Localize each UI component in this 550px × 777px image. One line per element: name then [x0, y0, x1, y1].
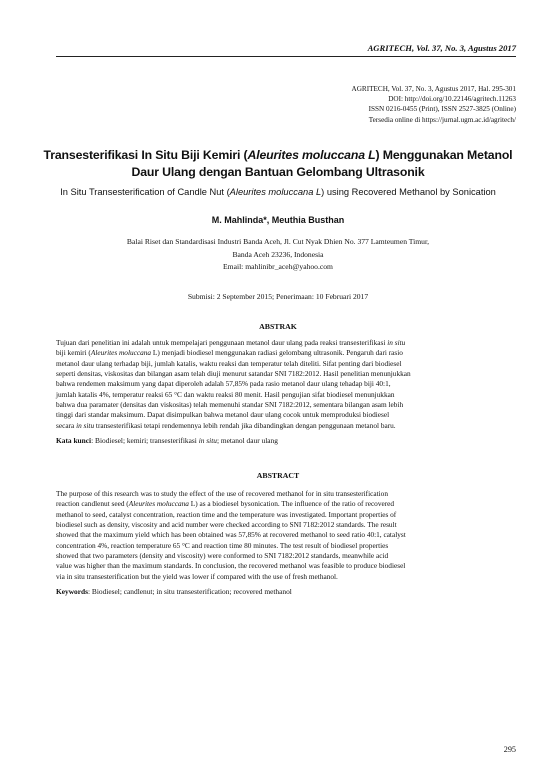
abstrak-body	[56, 338, 516, 431]
subtitle-part2: ) using Recovered Methanol by Sonication	[321, 187, 496, 197]
line-italic: Aleurites moluccana	[90, 348, 152, 358]
line-text: The purpose of this research was to study the effect of the use of recovered methanol for in situ transesterification	[56, 489, 388, 498]
subtitle-part1: In Situ Transesterification of Candle Nut (	[60, 187, 230, 197]
abstract-line	[56, 520, 516, 530]
journal-doi: DOI: http://doi.org/10.22146/agritech.11263	[388, 95, 516, 104]
line-italic: in situ	[76, 420, 95, 430]
title-part1: Transesterifikasi In Situ Biji Kemiri (	[43, 148, 248, 162]
abstract-line	[56, 400, 516, 410]
abstract-line	[56, 369, 516, 379]
abstract-line	[56, 541, 516, 551]
affiliation-email: Email: mahlinibr_aceh@yahoo.com	[223, 262, 333, 272]
subtitle-species: Aleurites moluccana L	[229, 187, 322, 197]
line-text: Tujuan dari penelitian ini adalah untuk mempelajari penggunaan metanol daur ulang pada reaksi transesterifikasi	[56, 338, 388, 347]
abstract-line	[56, 338, 516, 348]
abstrak-keywords-text: : Biodiesel; kemiri; transesterifikasi	[91, 436, 199, 445]
line-text: jumlah katalis 4%, temperatur reaksi 65 °C dan waktu reaksi 80 menit. Hasil pengujian sifat biodiesel menunjukkan	[56, 389, 395, 399]
line-italic: Aleurites moluccana	[128, 499, 189, 509]
line-text-tail: L) as a biodiesel bysonication. The influence of the ratio of recovered	[188, 499, 395, 509]
abstract-keywords	[56, 587, 516, 596]
abstract-line	[56, 421, 516, 431]
line-text: secara	[56, 420, 77, 430]
line-text-tail: L) menjadi biodiesel menggunakan radiasi gelombang ultrasonik. Pengaruh dari rasio	[151, 348, 403, 358]
journal-issn: ISSN 0216-0455 (Print), ISSN 2527-3825 (Online)	[368, 105, 516, 114]
abstract-line	[56, 510, 516, 520]
line-text: metanol daur ulang terhadap biji, jumlah katalis, waktu reaksi dan temperatur telah diteliti. Sifat penting dari biodiesel	[56, 358, 402, 368]
line-text: via in situ transesterification but the yield was lower if compared with the use of fresh methanol.	[56, 571, 338, 581]
abstrak-keywords-italic: in situ	[198, 436, 217, 445]
line-text: concentration 4%, reaction temperature 65 °C and reaction time 80 minutes. The test result of biodiesel properties	[56, 540, 389, 550]
abstrak-keywords	[56, 436, 516, 445]
line-text: seperti densitas, viskositas dan bilangan asam telah diuji menurut satandar SNI 7182:2012. Hasil penelitian menunjukkan	[56, 369, 411, 379]
abstract-line	[56, 379, 516, 389]
abstract-body	[56, 489, 516, 582]
abstract-line	[56, 390, 516, 400]
abstract-line	[56, 348, 516, 358]
article-title	[40, 147, 516, 180]
abstract-line	[56, 551, 516, 561]
line-text: reaction candlenut seed (	[56, 499, 129, 509]
abstract-line	[56, 489, 516, 499]
title-part2: ) Menggunakan Metanol Daur Ulang dengan Bantuan Gelombang Ultrasonik	[131, 148, 513, 179]
line-text: showed that two parameters (density and viscosity) were conformed to SNI 7182:2012 standards, meanwhile acid	[56, 551, 389, 561]
abstract-line	[56, 572, 516, 582]
affiliation-address: Balai Riset dan Standardisasi Industri Banda Aceh, Jl. Cut Nyak Dhien No. 377 Lamteumen Timur,	[126, 237, 430, 246]
affiliation-city: Banda Aceh 23236, Indonesia	[232, 249, 324, 259]
line-text: bahwa rendemen maksimum yang dapat diperoleh adalah 57,85% pada rasio metanol daur ulang tehadap biji 40:1,	[56, 379, 391, 389]
journal-citation: AGRITECH, Vol. 37, No. 3, Agustus 2017, Hal. 295-301	[351, 85, 516, 93]
line-text: tinggi dari standar maksimum. Dapat disimpulkan bahwa metanol daur ulang cocok untuk memproduksi biodiesel	[56, 410, 390, 420]
line-text-tail: transesterifikasi tetapi rendemennya lebih rendah jika dibandingkan dengan penggunaan metanol baru.	[94, 420, 396, 430]
abstract-line	[56, 499, 516, 509]
line-text: value was higher than the maximum standards. In conclusion, the recovered methanol was feasible to produce biodiesel	[56, 561, 406, 571]
line-text: showed that the maximum yield which has been obtained was 57,85% at recovered methanol to seed ratio 40:1, catalyst	[56, 530, 406, 540]
page-number: 295	[503, 745, 516, 754]
abstrak-keywords-label: Kata kunci	[56, 436, 92, 445]
journal-info	[352, 84, 516, 125]
abstract-line	[56, 359, 516, 369]
authors: M. Mahlinda*, Meuthia Busthan	[211, 215, 345, 225]
abstract-line	[56, 410, 516, 420]
abstrak-heading: ABSTRAK	[259, 322, 297, 331]
abstract-line	[56, 530, 516, 540]
line-italic: in situ	[387, 338, 406, 347]
line-text: biji kemiri (	[56, 348, 91, 358]
abstract-line	[56, 561, 516, 571]
abstrak-keywords-tail: ; metanol daur ulang	[216, 436, 278, 445]
submission-dates: Submisi: 2 September 2015; Penerimaan: 10 Februari 2017	[187, 292, 369, 301]
article-subtitle	[40, 187, 516, 197]
line-text: bahwa dua paramater (densitas dan viskositas) telah memenuhi standar SNI 7182:2012, sementara bilangan asam lebih	[56, 400, 404, 410]
journal-online: Tersedia online di https://jurnal.ugm.ac.id/agritech/	[368, 115, 516, 124]
running-head: AGRITECH, Vol. 37, No. 3, Agustus 2017	[56, 43, 516, 57]
line-text: methanol to seed, catalyst concentration, reaction time and the temperature was investigated. Important properties of	[56, 509, 397, 519]
affiliation	[40, 236, 516, 274]
abstract-heading: ABSTRACT	[256, 471, 300, 480]
line-text: biodiesel such as density, viscosity and acid number were checked according to SNI 7182:2012 standards. The result	[56, 520, 397, 530]
abstract-keywords-text: : Biodiesel; candlenut; in situ transesterification; recovered methanol	[88, 587, 292, 596]
abstract-keywords-label: Keywords	[56, 587, 89, 596]
title-species: Aleurites moluccana L	[247, 148, 376, 162]
